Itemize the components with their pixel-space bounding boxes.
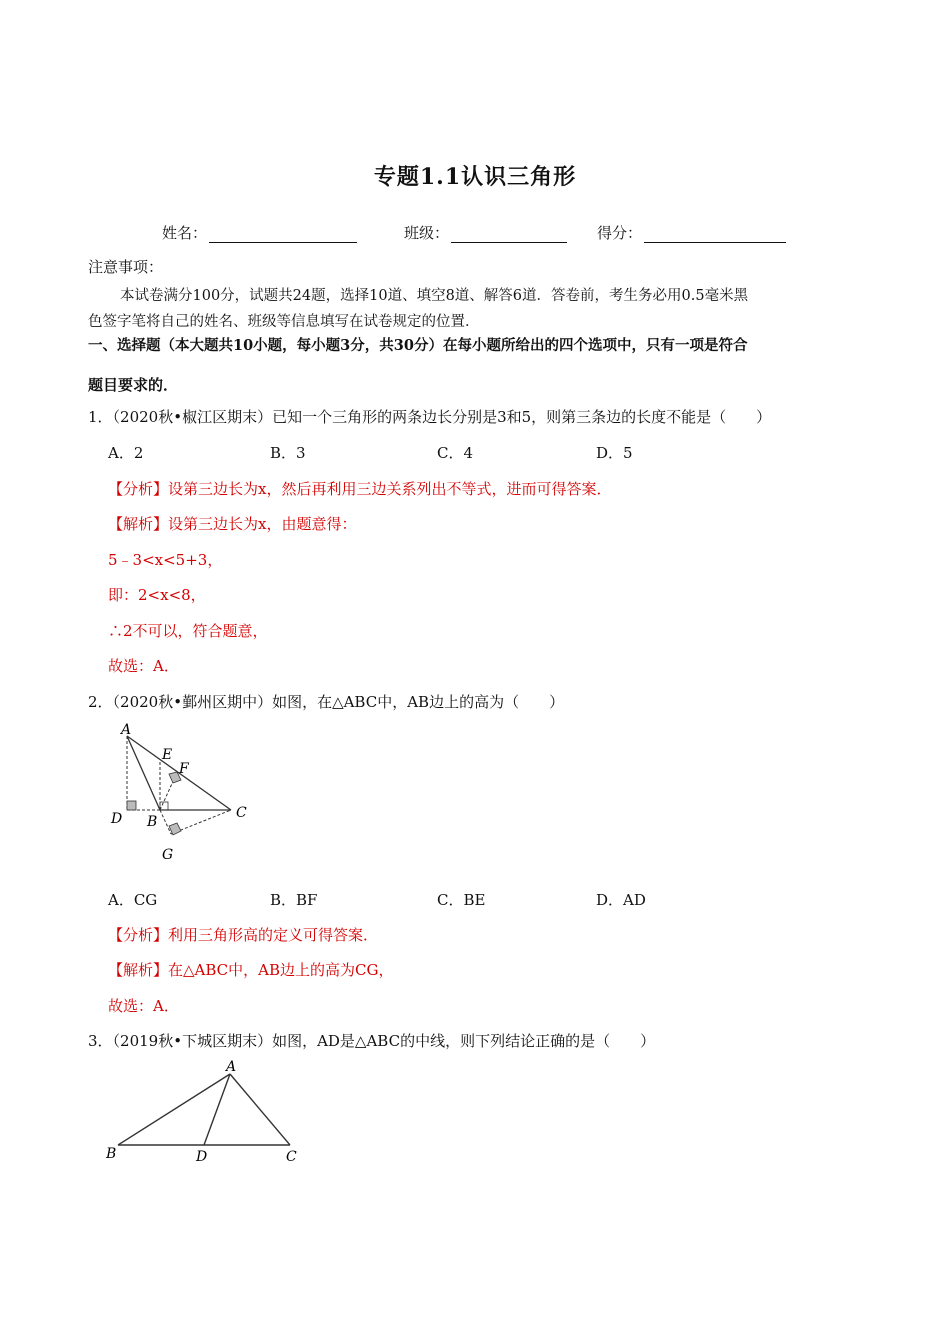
- notice-body-line2: 色签字笔将自己的姓名、班级等信息填写在试卷规定的位置．: [88, 314, 480, 330]
- name-blank: [209, 228, 357, 243]
- section-heading-line2: 题目要求的．: [88, 376, 179, 394]
- q3-median-ad: [204, 1074, 230, 1145]
- q2-option-c: C．BE: [437, 891, 486, 909]
- q2-triangle-figure: [105, 722, 265, 867]
- q2-label-b: B: [147, 814, 158, 830]
- q1-analysis: 【分析】设第三边长为x，然后再利用三边关系列出不等式，进而可得答案．: [108, 480, 612, 498]
- score-label: 得分：: [597, 224, 643, 242]
- q3-stem: 3．（2019秋•下城区期末）如图，AD是△ABC的中线，则下列结论正确的是（ ）: [88, 1032, 656, 1050]
- notice-heading: 注意事项：: [88, 258, 164, 276]
- q2-extension-bg: [160, 810, 171, 834]
- q2-options: [108, 889, 808, 909]
- q3-triangle-figure: [100, 1058, 310, 1168]
- q3-segment-ab: [118, 1074, 230, 1145]
- section-heading-line1: 一、选择题（本大题共10小题，每小题3分，共30分）在每小题所给出的四个选项中，只有一项是符合: [88, 337, 748, 354]
- q3-label-a: A: [226, 1059, 237, 1075]
- notice-body-line1: 本试卷满分100分，试题共24题，选择10道、填空8道、解答6道．答卷前，考生务必用0.5毫米黑: [120, 288, 749, 304]
- q2-solution: 【解析】在△ABC中，AB边上的高为CG，: [108, 961, 394, 979]
- q3-label-d: D: [196, 1149, 208, 1165]
- q2-right-angle-d: [127, 801, 136, 810]
- name-field: [162, 222, 357, 243]
- q1-step2: 即：2<x<8，: [108, 586, 206, 604]
- q2-label-d: D: [111, 811, 123, 827]
- q1-options: [108, 442, 808, 462]
- class-label: 班级：: [404, 224, 450, 242]
- q1-answer: 故选：A．: [108, 657, 179, 675]
- q1-solution: 【解析】设第三边长为x，由题意得：: [108, 515, 357, 533]
- q1-option-b: B．3: [270, 444, 306, 462]
- q1-option-a: A．2: [108, 444, 144, 462]
- q2-analysis: 【分析】利用三角形高的定义可得答案．: [108, 926, 379, 944]
- q3-label-c: C: [286, 1149, 297, 1165]
- q2-stem: 2．（2020秋•鄞州区期中）如图，在△ABC中，AB边上的高为（ ）: [88, 693, 565, 711]
- q2-option-b: B．BF: [270, 891, 318, 909]
- q2-label-f: F: [179, 761, 189, 777]
- q2-option-d: D．AD: [596, 891, 646, 909]
- q1-option-c: C．4: [437, 444, 474, 462]
- q2-right-angle-e: [160, 802, 168, 810]
- q2-answer: 故选：A．: [108, 997, 179, 1015]
- q2-label-g: G: [162, 847, 174, 863]
- q2-label-c: C: [236, 805, 247, 821]
- score-field: [597, 222, 786, 243]
- name-label: 姓名：: [162, 224, 208, 242]
- class-field: [404, 222, 567, 243]
- q1-step3: ∴2不可以，符合题意，: [108, 622, 268, 640]
- q2-label-a: A: [121, 722, 132, 738]
- q1-option-d: D．5: [596, 444, 633, 462]
- q1-stem: 1．（2020秋•椒江区期末）已知一个三角形的两条边长分别是3和5，则第三条边的长度不能是（ ）: [88, 408, 772, 426]
- q2-label-e: E: [162, 747, 173, 763]
- q3-segment-ac: [230, 1074, 290, 1145]
- q1-step1: 5﹣3<x<5+3，: [108, 551, 223, 569]
- q2-option-a: A．CG: [108, 891, 158, 909]
- page-title: 专题1.1认识三角形: [373, 164, 577, 190]
- class-blank: [451, 228, 567, 243]
- score-blank: [644, 228, 786, 243]
- q3-label-b: B: [106, 1146, 117, 1162]
